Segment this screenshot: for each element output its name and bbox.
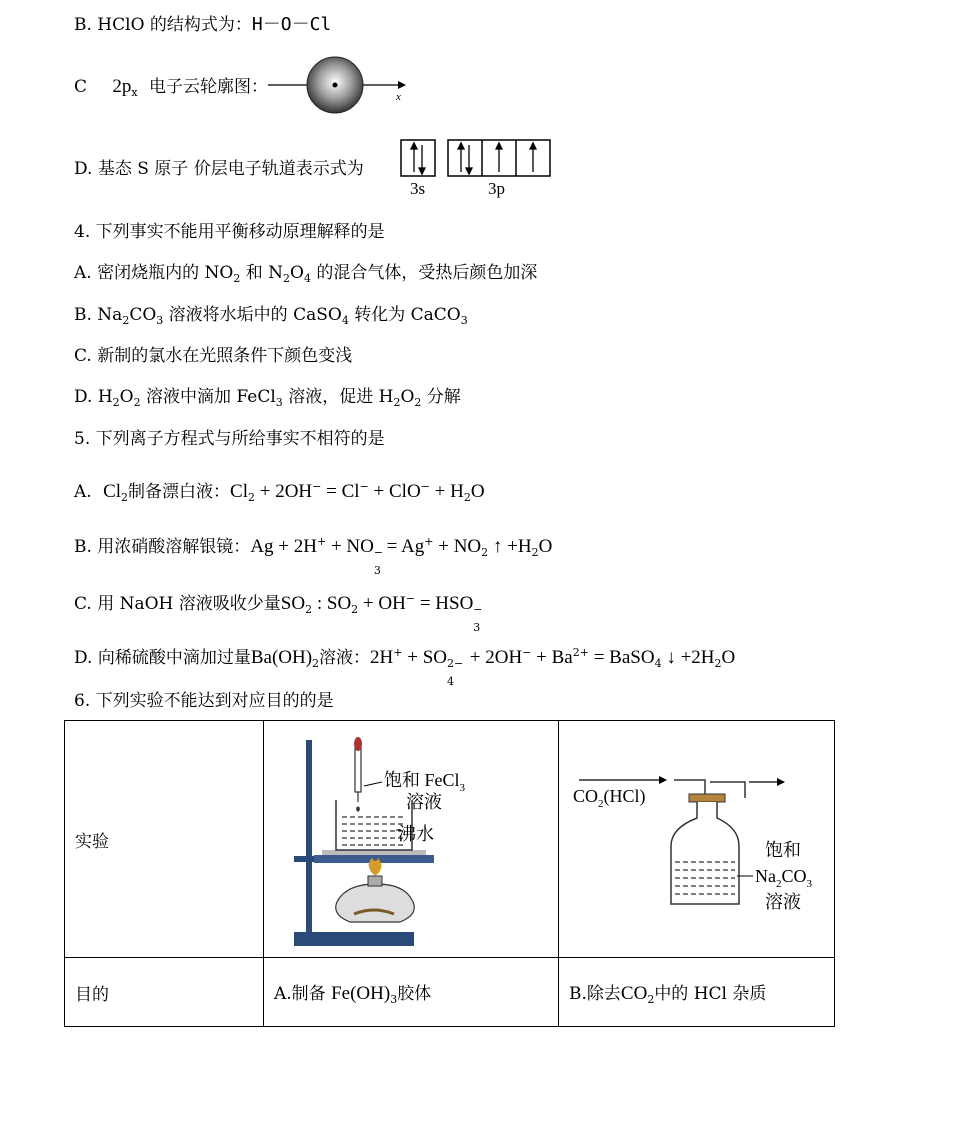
electron-cloud-figure (268, 55, 410, 117)
structural-formula: H－O－Cl (251, 14, 332, 35)
label-saturated: 饱和 (765, 840, 801, 860)
row-label-purpose: 目的 (65, 958, 264, 1027)
label-solution: 溶液 (406, 792, 442, 812)
option-text: 电子云轮廓图： (149, 77, 269, 97)
q4-option-c: C. 新制的氯水在光照条件下颜色变浅 (74, 346, 353, 366)
q6-stem: 6. 下列实验不能达到对应目的的是 (74, 691, 334, 711)
q4-option-d: D. $H_2O_2$ 溶液中滴加 FeCl$_3$ 溶液，促进 $H_2O_2$ 分解 (74, 387, 461, 409)
dropper (355, 748, 361, 792)
q5-option-b: B. 用浓硝酸溶解银镜：Ag + 2H+ + NO − 3 = $Ag^+ + NO_2$ ↑ $+H_2O$ (74, 535, 553, 577)
label-na2co3: $Na_2CO_3$ (755, 866, 813, 890)
bottle (671, 802, 739, 904)
stand-base (294, 932, 414, 946)
q4-option-a: A. 密闭烧瓶内的 $NO_2$ 和 $N_2O_4$ 的混合气体，受热后颜色加深 (74, 263, 538, 285)
figure-b-cell (559, 721, 835, 958)
q5-stem: 5. 下列离子方程式与所给事实不相符的是 (74, 429, 385, 449)
label-co2-hcl: $CO_2(HCl)$ (573, 786, 646, 810)
q5-option-d: D. 向稀硫酸中滴加过量$Ba(OH)_2$溶液：2H+ + SO 2− 4 + $2OH^- + Ba^{2+}$ = BaSO$_4$ ↓ $+2H_2O$ (74, 646, 736, 688)
label-boiling-water: 沸水 (398, 824, 434, 844)
orbital-diagram (398, 138, 558, 202)
q5-option-a: A. $Cl_2$制备漂白液：$Cl_2 + 2OH^- = Cl^- + ClO^- + H_2O$ (74, 480, 485, 504)
row-label-experiment: 实验 (65, 721, 264, 958)
q4-stem: 4. 下列事实不能用平衡移动原理解释的是 (74, 222, 385, 242)
option-label: D. 基态 S 原子 价层电子轨道表示式为 (74, 159, 364, 179)
purpose-b: B.除去$CO_2$中的 HCl 杂质 (559, 958, 835, 1027)
option-label: B. HClO 的结构式为： (74, 15, 252, 35)
experiment-table (64, 720, 835, 1027)
label-saturated-fecl3: 饱和 FeCl$_3$ (384, 770, 466, 794)
3p-label: 3p (488, 179, 505, 198)
q3-option-d (74, 158, 364, 180)
alcohol-lamp (336, 884, 415, 922)
stand-rod (306, 740, 312, 946)
purpose-a: A.制备 $Fe(OH)_3$胶体 (264, 958, 559, 1027)
3s-label: 3s (410, 179, 426, 198)
q5-option-c: C. 用 NaOH 溶液吸收少量$SO_2$ : $SO_2 + OH^-$ = HSO − 3 (74, 592, 483, 634)
q3-option-c: C $2p_x$ 电子云轮廓图： (74, 76, 269, 99)
x-axis-label: x (396, 91, 401, 103)
gas-washing-bottle (559, 722, 834, 956)
label-solution-b: 溶液 (765, 892, 801, 912)
figure-a-cell (264, 721, 559, 958)
q4-option-b: B. $Na_2CO_3$ 溶液将水垢中的 CaSO$_4$ 转化为 CaCO$_3$ (74, 305, 468, 327)
fecl3-boiling-apparatus (264, 722, 558, 956)
orbital-label: 2p (112, 76, 132, 97)
option-label: C (74, 77, 88, 97)
q3-option-b (74, 14, 331, 36)
